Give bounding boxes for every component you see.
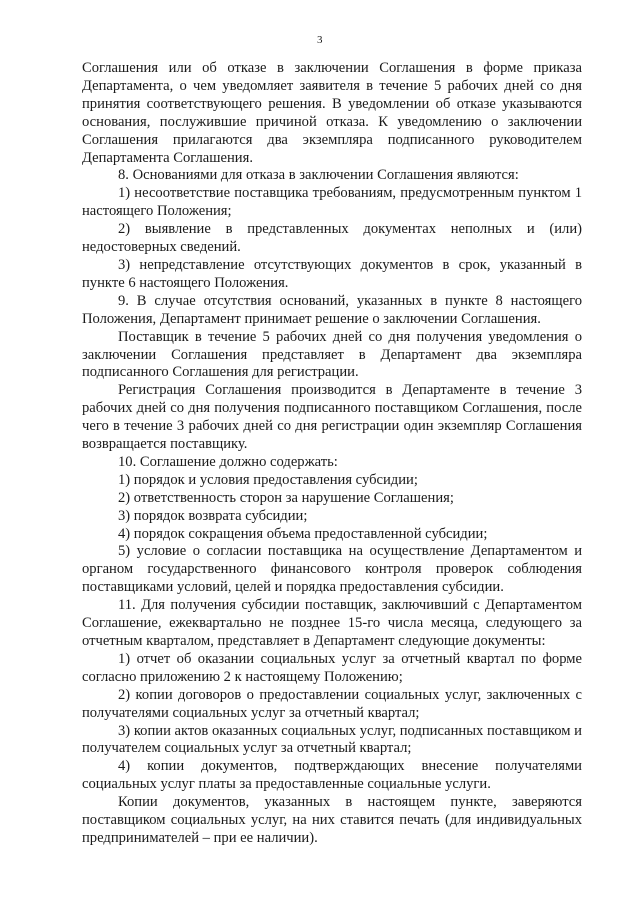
- list-item-11-4: 4) копии документов, подтверждающих внесение получателями социальных услуг платы за предоставленные социальные услуги.: [82, 758, 582, 793]
- list-item-10-4: 4) порядок сокращения объема предоставленной субсидии;: [118, 525, 488, 542]
- list-item-10-3: 3) порядок возврата субсидии;: [118, 507, 308, 524]
- paragraph-9-registration: Регистрация Соглашения производится в Департаменте в течение 3 рабочих дней со дня получения подписанного поставщиком Соглашения, после чего в течение 3 рабочих дней со дня регистрации один экземпляр Соглашения возвращается поставщику.: [82, 382, 582, 453]
- list-item-11-3: 3) копии актов оказанных социальных услуг, подписанных поставщиком и получателем социальных услуг за отчетный квартал;: [82, 722, 582, 757]
- list-item-8-1: 1) несоответствие поставщика требованиям, предусмотренным пунктом 1 настоящего Положения;: [82, 185, 582, 220]
- list-item-8-2: 2) выявление в представленных документах неполных и (или) недостоверных сведений.: [82, 221, 582, 256]
- paragraph-10: 10. Соглашение должно содержать:: [118, 453, 338, 470]
- paragraph-11-certification: Копии документов, указанных в настоящем пункте, заверяются поставщиком социальных услуг, на них ставится печать (для индивидуальных предпринимателей – при ее наличии).: [82, 794, 582, 846]
- paragraph-8: 8. Основаниями для отказа в заключении Соглашения являются:: [118, 167, 519, 184]
- paragraph-11: 11. Для получения субсидии поставщик, заключивший с Департаментом Соглашение, ежеквартально не позднее 15-го числа месяца, следующего за отчетным кварталом, представляет в Департамент следующие документы:: [82, 597, 582, 649]
- paragraph-continuation: Соглашения или об отказе в заключении Соглашения в форме приказа Департамента, о чем уведомляет заявителя в течение 5 рабочих дней со дня принятия соответствующего решения. В уведомлении об отказе указываются основания, послужившие причиной отказа. К уведомлению о заключении Соглашения прилагаются два экземпляра подписанного руководителем Департамента Соглашения.: [82, 60, 582, 166]
- list-item-11-1: 1) отчет об оказании социальных услуг за отчетный квартал по форме согласно приложению 2 к настоящему Положению;: [82, 650, 582, 685]
- list-item-10-1: 1) порядок и условия предоставления субсидии;: [118, 471, 418, 488]
- document-body: [82, 60, 582, 848]
- list-item-11-2: 2) копии договоров о предоставлении социальных услуг, заключенных с получателями социальных услуг за отчетный квартал;: [82, 686, 582, 721]
- paragraph-9-supplier: Поставщик в течение 5 рабочих дней со дня получения уведомления о заключении Соглашения представляет в Департамент два экземпляра подписанного Соглашения для регистрации.: [82, 328, 582, 381]
- page-number: 3: [317, 34, 323, 46]
- list-item-8-3: 3) непредставление отсутствующих документов в срок, указанный в пункте 6 настоящего Положения.: [82, 256, 582, 291]
- list-item-10-5: 5) условие о согласии поставщика на осуществление Департаментом и органом государственного финансового контроля проверок соблюдения поставщиками условий, целей и порядка предоставления субсидии.: [82, 543, 582, 596]
- list-item-10-2: 2) ответственность сторон за нарушение Соглашения;: [118, 489, 454, 506]
- paragraph-9: 9. В случае отсутствия оснований, указанных в пункте 8 настоящего Положения, Департамент принимает решение о заключении Соглашения.: [82, 292, 582, 327]
